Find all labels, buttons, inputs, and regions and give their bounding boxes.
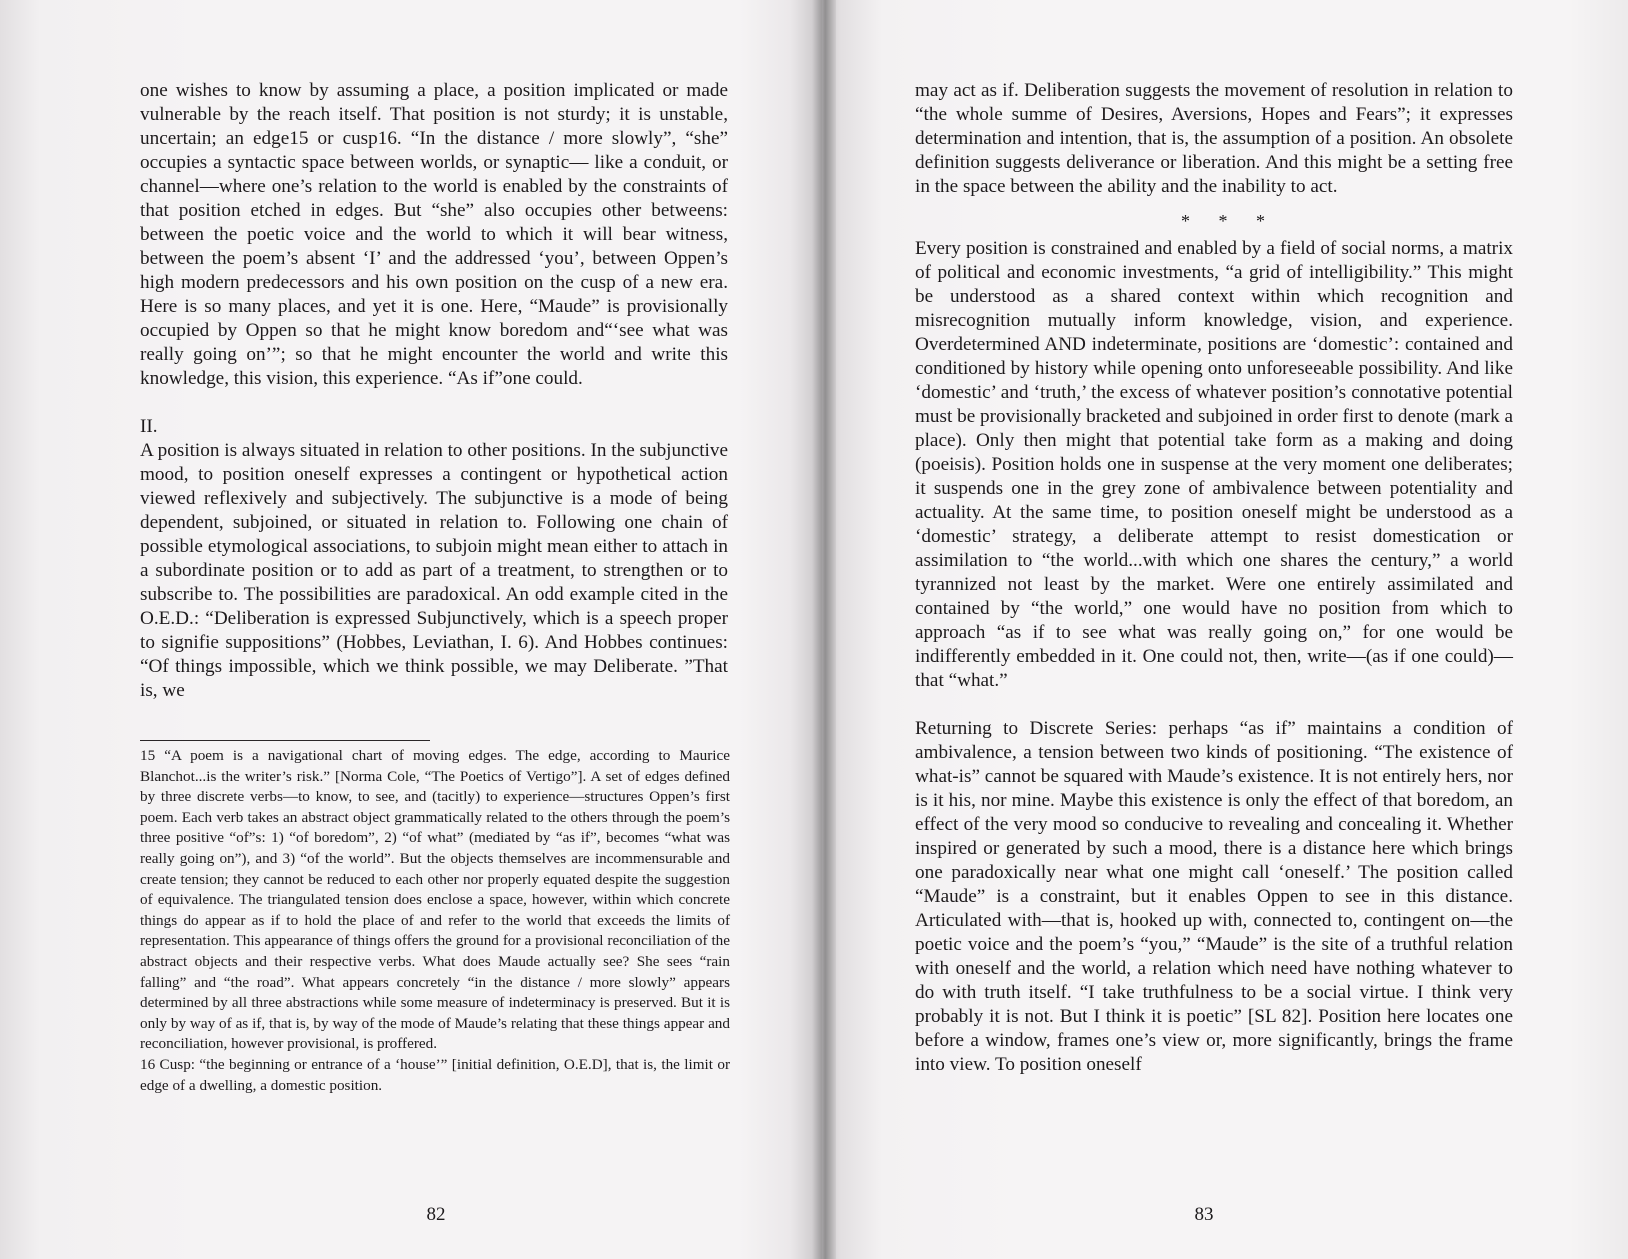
right-paragraph-1: may act as if. Deliberation suggests the movement of resolution in relation to “the whole summe of Desires, Aversions, Hopes and Fears”; it expresses determination and intention, that is, the assumption of a position. An obsolete definition suggests deliverance or liberation. And this might be a setting free in the space between the ability and the inability to act. [915, 80, 1513, 197]
right-paragraph-3: Returning to Discrete Series: perhaps “as if” maintains a condition of ambivalence, a tension between two kinds of positioning. “The existence of what-is” cannot be squared with Maude’s existence. It is not entirely hers, nor is it his, nor mine. Maybe this existence is only the effect of that boredom, an effect of the very mood so conducive to revealing and concealing it. Whether inspired or generated by such a mood, there is a distance here which brings one paradoxically near what one might call ‘oneself.’ The position called “Maude” is a constraint, but it enables Oppen to see in this distance. Articulated with—that is, hooked up with, connected to, contingent on—the poetic voice and the poem’s “you,” “Maude” is the site of a truthful relation with oneself and the world, a relation which need have nothing whatever to do with truth itself. “I take truthfulness to be a social virtue. I think very probably it is not. But I think it is poetic” [SL 82]. Position here locates one before a window, frames one’s view or, more significantly, brings the frame into view. To position oneself [915, 718, 1513, 1075]
right-page-body [915, 79, 1513, 1077]
footnote-15: 15 “A poem is a navigational chart of moving edges. The edge, according to Maurice Blanchot...is the writer’s risk.” [Norma Cole, “The Poetics of Vertigo”]. A set of edges defined by three discrete verbs—to know, to see, and (tacitly) to experience—structures Oppen’s first poem. Each verb takes an abstract object grammatically related to the others through the poem’s three positive “of”s: 1) “of boredom”, 2) “of what” (mediated by “as if”, becomes “what was really going on”), and 3) “of the world”. But the objects themselves are incommensurable and create tension; they cannot be reduced to each other nor properly equated despite the suggestion of equivalence. The triangulated tension does enclose a space, however, within which concrete things do appear as if to hold the place of and refer to the world that exceeds the limits of representation. This appearance of things offers the ground for a provisional reconciliation of the abstract objects and their respective verbs. What does Maude actually see? She sees “rain falling” and “the road”. What appears concretely “in the distance / more slowly” appears determined by all three abstractions while some measure of indeterminacy is preserved. But it is only by way of as if, that is, by way of the mode of Maude’s relating that these things appear and reconciliation, however provisional, is proffered. [140, 747, 730, 1053]
left-paragraph-2: A position is always situated in relation to other positions. In the subjunctive mood, to position oneself expresses a contingent or hypothetical action viewed reflexively and subjectively. The subjunctive is a mode of being dependent, subjoined, or situated in relation to. Following one chain of possible etymological associations, to subjoin might mean either to attach in a subordinate position or to add as part of a treatment, to strengthen or to subscribe to. The possibilities are paradoxical. An odd example cited in the O.E.D.: “Deliberation is expressed Subjunctively, which is a speech proper to signifie suppositions” (Hobbes, Leviathan, I. 6). And Hobbes continues: “Of things impossible, which we think possible, we may Deliberate. ”That is, we [140, 440, 728, 701]
footnotes [140, 746, 730, 1096]
footnote-16: 16 Cusp: “the beginning or entrance of a ‘house’” [initial definition, O.E.D], that is, the limit or edge of a dwelling, a domestic position. [140, 1055, 730, 1094]
left-page-body [140, 79, 728, 703]
page-number-right: 83 [1194, 1204, 1214, 1225]
paragraph-gap [915, 693, 1513, 717]
paragraph-gap [140, 391, 728, 415]
page-edge [1568, 0, 1628, 1259]
footnote-rule [140, 740, 430, 741]
section-break: * * * [1181, 211, 1277, 231]
right-paragraph-2: Every position is constrained and enabled by a field of social norms, a matrix of political and economic investments, “a grid of intelligibility.” This might be understood as a shared context within which recognition and misrecognition mutually inform knowledge, vision, and experience. Overdetermined AND indeterminate, positions are ‘domestic’: contained and conditioned by history while opening onto unforeseeable possibility. And like ‘domestic’ and ‘truth,’ the excess of whatever position’s connotative potential must be provisionally bracketed and subjoined in order first to denote (mark a place). Only then might that potential take form as a making and doing (poeisis). Position holds one in suspense at the very moment one deliberates; it suspends one in the grey zone of ambivalence between potentiality and actuality. At the same time, to position oneself might be understood as a ‘domestic’ strategy, a deliberate attempt to resist domestication or assimilation to “the world...with which one shares the century,” a world tyrannized not least by the market. Were one entirely assimilated and contained by “the world,” one would have no position from which to approach “as if to see what was really going on,” for one would be indifferently embedded in it. One could not, then, write—(as if one could)—that “what.” [915, 238, 1513, 691]
left-paragraph-1: one wishes to know by assuming a place, a position implicated or made vulnerable by the reach itself. That position is not sturdy; it is unstable, uncertain; an edge15 or cusp16. “In the distance / more slowly”, “she” occupies a syntactic space between worlds, or synaptic— like a conduit, or channel—where one’s relation to the world is enabled by the constraints of that position etched in edges. But “she” also occupies other betweens: between the poetic voice and the world to which it will bear witness, between the poem’s absent ‘I’ and the addressed ‘you’, between Oppen’s high modern predecessors and his own position on the cusp of a new era. Here is so many places, and yet it is one. Here, “Maude” is provisionally occupied by Oppen so that he might know boredom and“‘see what was really going on’”; so that he might encounter the world and write this knowledge, this vision, this experience. “As if”one could. [140, 80, 728, 389]
book-gutter [812, 0, 836, 1259]
page-number-left: 82 [426, 1204, 446, 1225]
section-heading: II. [140, 416, 158, 437]
